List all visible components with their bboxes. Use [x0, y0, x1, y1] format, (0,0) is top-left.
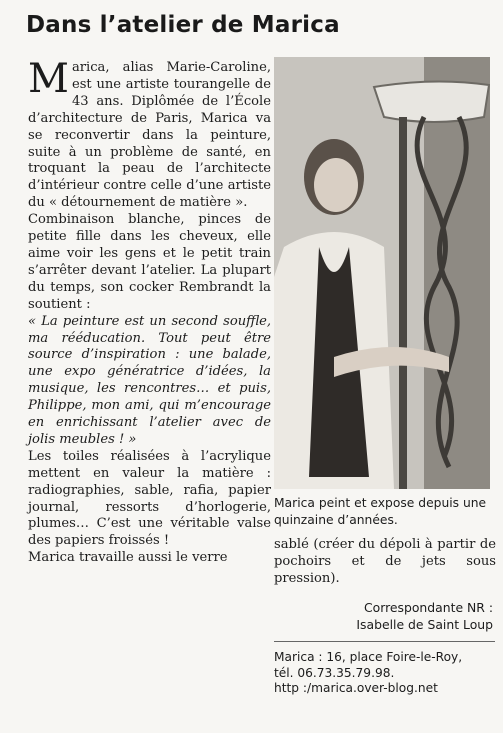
paragraph-techniques: Les toiles réalisées à l’acrylique mettent en valeur la matière : radiographies, sable, rafia, papier journal, ressorts d’horlogerie, plumes… C’est une véritable valse des papiers froissés ! [28, 448, 271, 549]
byline-author: Isabelle de Saint Loup [356, 616, 493, 632]
photo-illustration [274, 57, 490, 489]
drop-cap: M [28, 56, 69, 102]
paragraph-continued: sablé (créer du dépoli à partir de pochoirs et de jets sous pression). [274, 537, 496, 586]
contact-phone: tél. 06.73.35.79.98. [274, 665, 395, 680]
paragraph-description: Combinaison blanche, pinces de petite fille dans les cheveux, elle aime voir les gens et le petit train s’arrêter devant l’atelier. La plupart du temps, son cocker Rembrandt la soutient : [28, 212, 271, 312]
contact-info [274, 650, 496, 697]
article-body-right [274, 537, 496, 588]
byline-role: Correspondante NR : [363, 600, 493, 615]
artist-quote: « La peinture est un second souffle, ma rééducation. Tout peut être source d’inspiration : une balade, une expo génératrice d’idées, la musique, les rencontres… et puis, Philippe, mon ami, qui m’encourage en enrichissant l’atelier avec de jolis meubles ! » [28, 313, 271, 447]
paragraph-intro [28, 56, 271, 212]
divider [274, 641, 495, 642]
article-title: Dans l’atelier de Marica [26, 12, 340, 38]
artist-photo [274, 57, 490, 489]
paragraph-intro-text: arica, alias Marie-Caroline, est une artiste tourangelle de 43 ans. Diplômée de l’École d’architecture de Paris, Marica va se reconvertir dans la peinture, suite à un problème de santé, en troquant la peau de l’architecte d’intérieur contre celle d’une artiste du « détournement de matière ». [28, 60, 271, 211]
photo-caption: Marica peint et expose depuis une quinzaine d’années. [274, 496, 487, 527]
byline [271, 600, 493, 633]
paragraph-glass: Marica travaille aussi le verre [28, 550, 228, 566]
article-body-left [28, 56, 271, 567]
contact-address: Marica : 16, place Foire-le-Roy, [274, 650, 463, 664]
contact-url[interactable]: http :/marica.over-blog.net [274, 681, 438, 695]
